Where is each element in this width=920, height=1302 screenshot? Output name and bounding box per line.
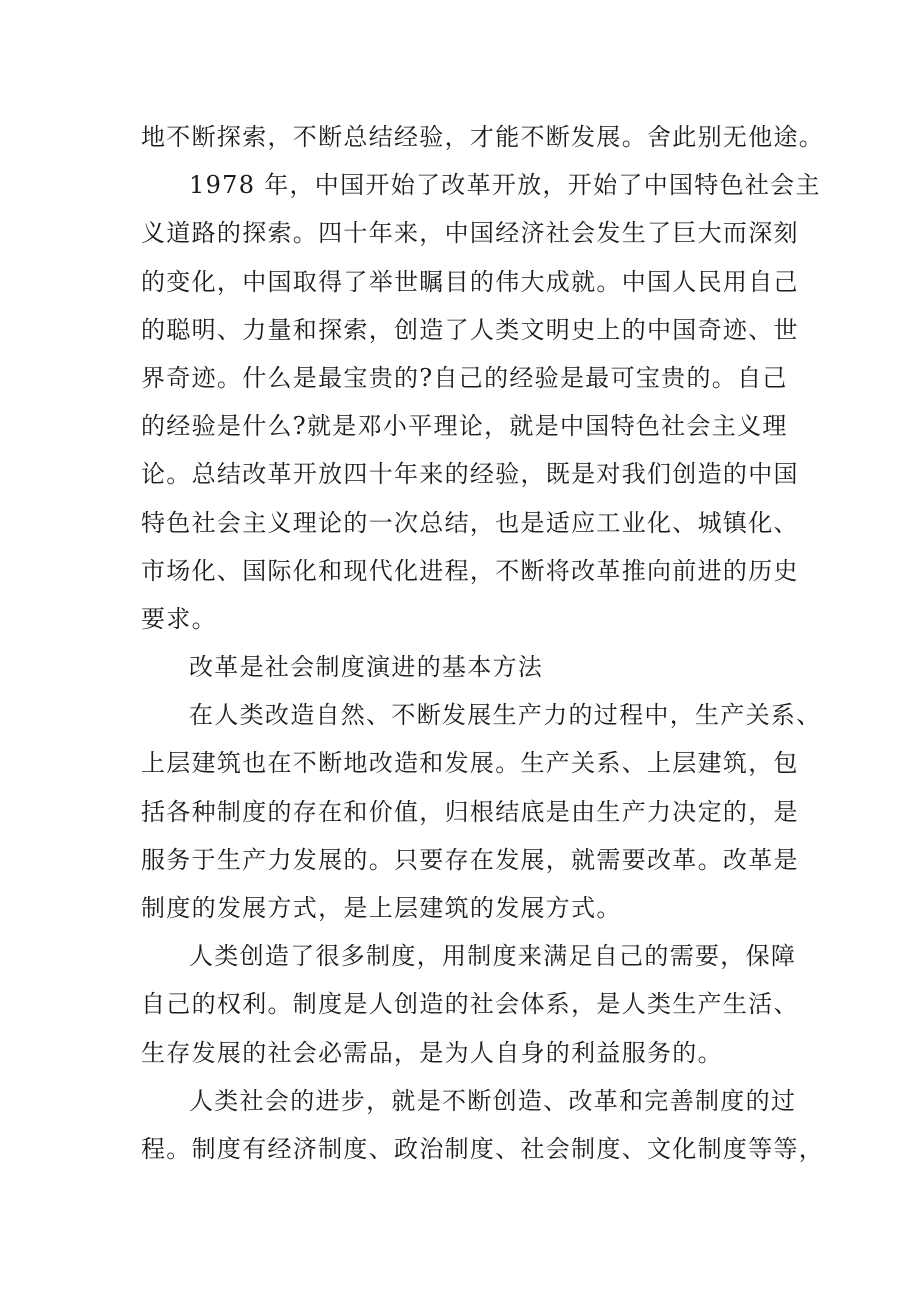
text-line: 程。制度有经济制度、政治制度、社会制度、文化制度等等， (141, 1134, 825, 1163)
text-line: 义道路的探索。四十年来，中国经济社会发生了巨大而深刻 (141, 219, 799, 248)
text-line: 制度的发展方式，是上层建筑的发展方式。 (141, 894, 622, 922)
text-line: 地不断探索，不断总结经验，才能不断发展。舍此别无他途。 (141, 123, 825, 151)
paragraph-first-line: 人类社会的进步，就是不断创造、改革和完善制度的过 (189, 1086, 797, 1115)
text-line: 自己的权利。制度是人创造的社会体系，是人类生产生活、 (141, 990, 799, 1019)
text-line: 上层建筑也在不断地改造和发展。生产关系、上层建筑，包 (141, 749, 799, 778)
text-line: 的变化，中国取得了举世瞩目的伟大成就。中国人民用自己 (141, 267, 799, 296)
text-line: 的经验是什么?就是邓小平理论，就是中国特色社会主义理 (141, 412, 788, 441)
text-line: 的聪明、力量和探索，创造了人类文明史上的中国奇迹、世 (141, 315, 799, 344)
text-line: 生存发展的社会必需品，是为人自身的利益服务的。 (141, 1038, 723, 1067)
text-line: 市场化、国际化和现代化进程，不断将改革推向前进的历史 (141, 556, 799, 585)
paragraph-first-line: 在人类改造自然、不断发展生产力的过程中，生产关系、 (189, 701, 822, 730)
text-line: 特色社会主义理论的一次总结，也是适应工业化、城镇化、 (141, 508, 799, 537)
section-heading: 改革是社会制度演进的基本方法 (189, 653, 544, 682)
text-line: 要求。 (141, 604, 217, 633)
text-line: 服务于生产力发展的。只要存在发展，就需要改革。改革是 (141, 845, 799, 874)
text-line: 括各种制度的存在和价值，归根结底是由生产力决定的，是 (141, 797, 799, 826)
text-line: 论。总结改革开放四十年来的经验，既是对我们创造的中国 (141, 460, 799, 489)
paragraph-first-line: 1978 年，中国开始了改革开放，开始了中国特色社会主 (189, 171, 821, 200)
text-line: 界奇迹。什么是最宝贵的?自己的经验是最可宝贵的。自己 (141, 363, 788, 392)
document-body (141, 113, 825, 1173)
paragraph-first-line: 人类创造了很多制度，用制度来满足自己的需要，保障 (189, 942, 797, 971)
